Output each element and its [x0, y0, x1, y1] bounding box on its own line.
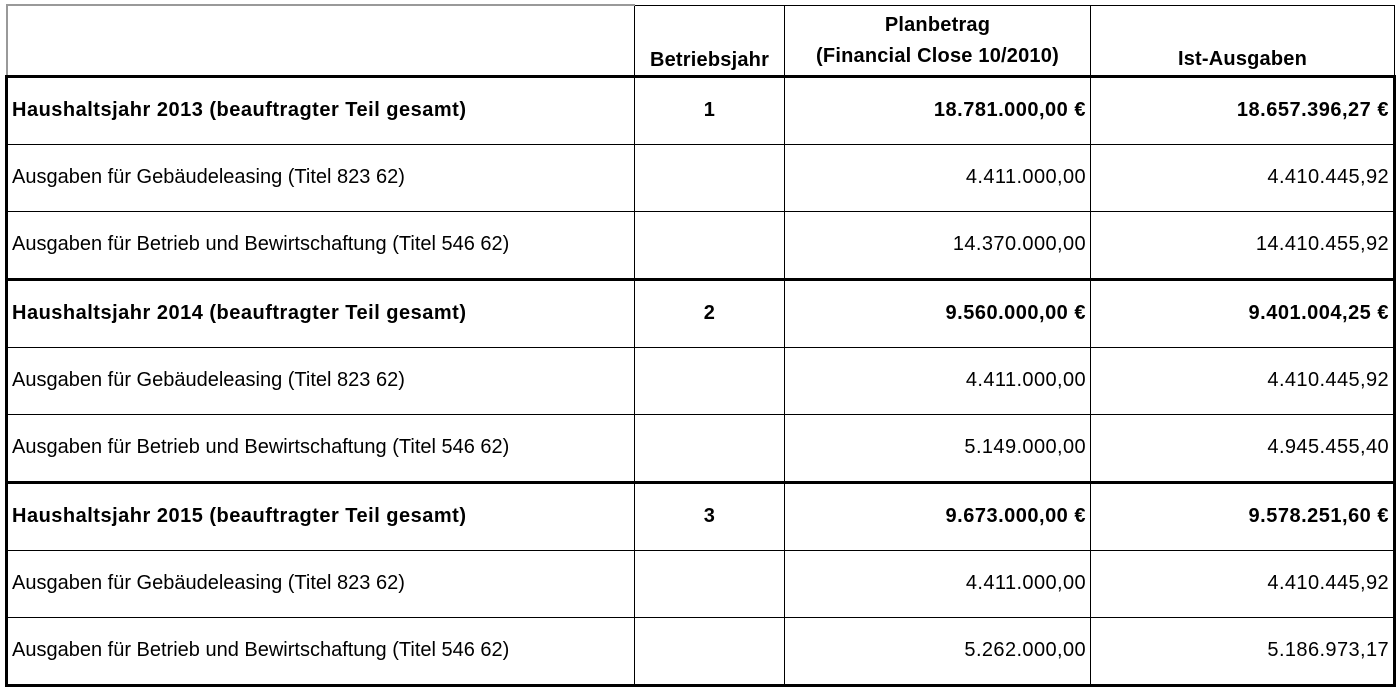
- row-ist-ausgaben: 18.657.396,27 €: [1091, 76, 1395, 144]
- row-betriebsjahr: 3: [635, 482, 785, 550]
- table-row-total-2013: [7, 76, 1395, 144]
- row-ist-ausgaben: 4.410.445,92: [1091, 347, 1395, 414]
- header-betriebsjahr: Betriebsjahr: [635, 5, 785, 76]
- header-planbetrag: [785, 5, 1091, 76]
- row-planbetrag: 4.411.000,00: [785, 550, 1091, 617]
- header-planbetrag-line1: Planbetrag: [884, 13, 991, 36]
- row-planbetrag: 9.673.000,00 €: [785, 482, 1091, 550]
- table-row: [7, 414, 1395, 482]
- row-planbetrag: 14.370.000,00: [785, 211, 1091, 279]
- row-betriebsjahr: [635, 211, 785, 279]
- row-planbetrag: 9.560.000,00 €: [785, 279, 1091, 347]
- row-label: Ausgaben für Gebäudeleasing (Titel 823 62): [7, 144, 635, 211]
- header-planbetrag-line2: (Financial Close 10/2010): [816, 44, 1059, 67]
- row-label: Haushaltsjahr 2014 (beauftragter Teil gesamt): [7, 279, 635, 347]
- row-ist-ausgaben: 4.945.455,40: [1091, 414, 1395, 482]
- row-label: Haushaltsjahr 2015 (beauftragter Teil gesamt): [7, 482, 635, 550]
- table-header: [7, 5, 1395, 76]
- table-row-total-2014: [7, 279, 1395, 347]
- table-row: [7, 617, 1395, 685]
- row-ist-ausgaben: 9.401.004,25 €: [1091, 279, 1395, 347]
- table-row: [7, 550, 1395, 617]
- row-betriebsjahr: [635, 414, 785, 482]
- header-row: [7, 5, 1395, 76]
- table-body: [7, 76, 1395, 685]
- row-label: Ausgaben für Gebäudeleasing (Titel 823 62): [7, 550, 635, 617]
- table-row: [7, 347, 1395, 414]
- row-ist-ausgaben: 5.186.973,17: [1091, 617, 1395, 685]
- row-ist-ausgaben: 9.578.251,60 €: [1091, 482, 1395, 550]
- row-ist-ausgaben: 14.410.455,92: [1091, 211, 1395, 279]
- table-row-total-2015: [7, 482, 1395, 550]
- row-ist-ausgaben: 4.410.445,92: [1091, 550, 1395, 617]
- table-row: [7, 211, 1395, 279]
- row-planbetrag: 5.262.000,00: [785, 617, 1091, 685]
- row-betriebsjahr: [635, 617, 785, 685]
- row-planbetrag: 18.781.000,00 €: [785, 76, 1091, 144]
- row-label: Ausgaben für Betrieb und Bewirtschaftung (Titel 546 62): [7, 414, 635, 482]
- row-planbetrag: 4.411.000,00: [785, 347, 1091, 414]
- row-betriebsjahr: 2: [635, 279, 785, 347]
- table-row: [7, 144, 1395, 211]
- row-label: Ausgaben für Betrieb und Bewirtschaftung (Titel 546 62): [7, 211, 635, 279]
- header-ist-ausgaben: Ist-Ausgaben: [1091, 5, 1395, 76]
- row-betriebsjahr: 1: [635, 76, 785, 144]
- row-betriebsjahr: [635, 144, 785, 211]
- row-betriebsjahr: [635, 550, 785, 617]
- row-label: Ausgaben für Gebäudeleasing (Titel 823 62): [7, 347, 635, 414]
- row-label: Ausgaben für Betrieb und Bewirtschaftung (Titel 546 62): [7, 617, 635, 685]
- row-betriebsjahr: [635, 347, 785, 414]
- row-ist-ausgaben: 4.410.445,92: [1091, 144, 1395, 211]
- row-planbetrag: 5.149.000,00: [785, 414, 1091, 482]
- row-planbetrag: 4.411.000,00: [785, 144, 1091, 211]
- header-label-cell: [7, 5, 635, 76]
- row-label: Haushaltsjahr 2013 (beauftragter Teil gesamt): [7, 76, 635, 144]
- budget-table: [5, 4, 1396, 687]
